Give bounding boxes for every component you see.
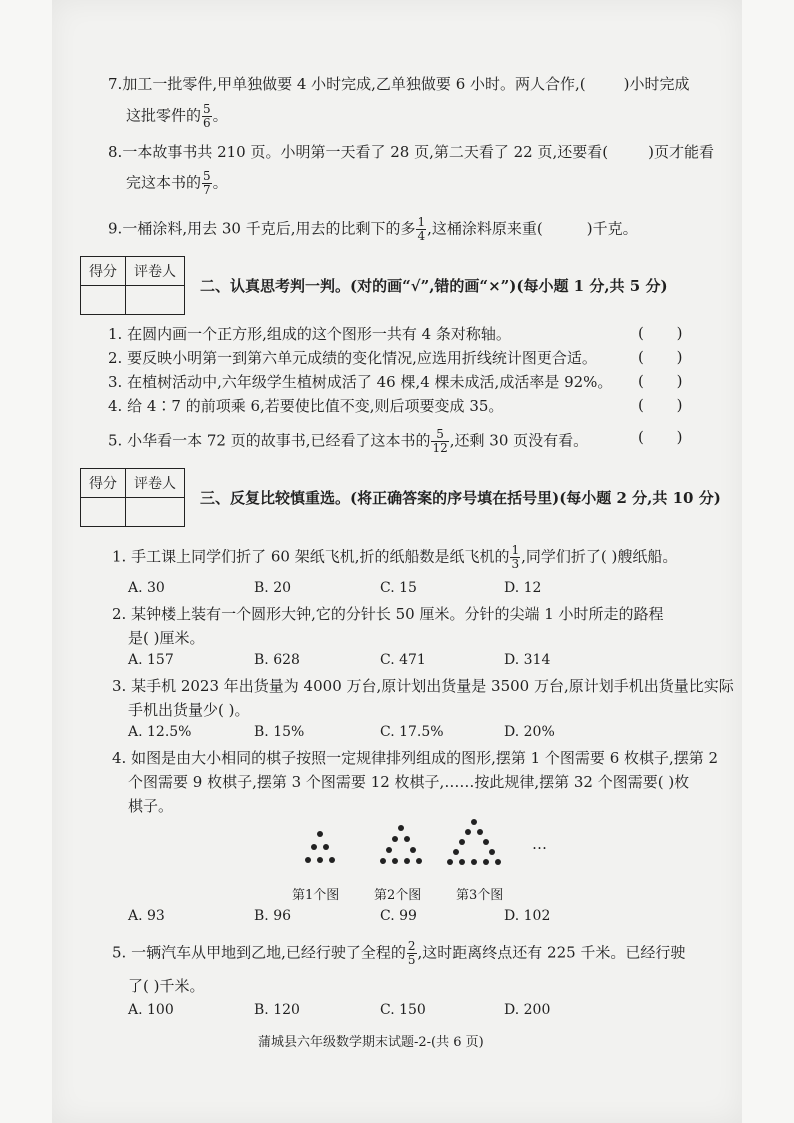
fraction-denominator: 12 (432, 441, 448, 455)
choice-question-4-line3: 棋子。 (128, 797, 174, 815)
chess-piece (311, 844, 317, 850)
chess-piece (317, 831, 323, 837)
pattern-figure-2 (380, 825, 422, 864)
judge-item-4: 4. 给 4∶7 的前项乘 6,若要使比值不变,则后项要变成 35。 (108, 397, 504, 415)
page-footer: 蒲城县六年级数学期末试题-2-(共 6 页) (258, 1035, 484, 1050)
question-text: 这批零件的 (126, 106, 202, 125)
chess-piece (416, 858, 422, 864)
fraction (202, 170, 212, 197)
grader-label: 评卷人 (126, 257, 185, 286)
chess-piece (392, 858, 398, 864)
question-number: 7. (108, 75, 123, 93)
figure-caption-2: 第2个图 (374, 888, 422, 903)
choice-question-1 (112, 544, 677, 571)
chess-piece (447, 859, 453, 865)
question-8-line2 (126, 170, 228, 197)
chess-piece (329, 857, 335, 863)
chess-piece (465, 829, 471, 835)
chess-piece (477, 829, 483, 835)
chess-pattern-figure (290, 814, 560, 884)
fraction-denominator: 3 (511, 557, 520, 571)
option-b[interactable]: B. 628 (254, 652, 300, 668)
fraction (510, 544, 520, 571)
question-text: 一桶涂料,用去 30 千克后,用去的比剩下的多 (122, 219, 416, 238)
fraction-numerator: 1 (417, 215, 426, 229)
question-text: 。 (212, 173, 228, 192)
question-7-line1 (108, 74, 690, 94)
chess-piece (398, 825, 404, 831)
option-b[interactable]: B. 120 (254, 1002, 300, 1018)
fraction-denominator: 7 (203, 183, 211, 197)
fraction (431, 428, 448, 455)
score-label: 得分 (81, 257, 126, 286)
chess-piece (404, 858, 410, 864)
option-d[interactable]: D. 102 (504, 908, 551, 924)
judge-item-3: 3. 在植树活动中,六年级学生植树成活了 46 棵,4 棵未成活,成活率是 92%。 (108, 373, 613, 391)
option-b[interactable]: B. 15% (254, 724, 305, 740)
choice-question-2-line1: 2. 某钟楼上装有一个圆形大钟,它的分针长 50 厘米。分针的尖端 1 小时所走的路程 (112, 605, 664, 623)
chess-piece (471, 819, 477, 825)
chess-piece (305, 857, 311, 863)
choice-question-4-line2: 个图需要 9 枚棋子,摆第 3 个图需要 12 枚棋子,……按此规律,摆第 32 个图需要( )枚 (128, 773, 690, 791)
option-c[interactable]: C. 99 (380, 908, 417, 924)
option-c[interactable]: C. 150 (380, 1002, 426, 1018)
pattern-ellipsis: … (532, 835, 547, 853)
judge-item-1: 1. 在圆内画一个正方形,组成的这个图形一共有 4 条对称轴。 (108, 325, 511, 343)
option-b[interactable]: B. 20 (254, 580, 292, 596)
figure-caption-1: 第1个图 (292, 888, 340, 903)
option-c[interactable]: C. 15 (380, 580, 417, 596)
question-text: 5. 一辆汽车从甲地到乙地,已经行驶了全程的 (112, 943, 406, 962)
choice-question-2-line2: 是( )厘米。 (128, 629, 205, 647)
option-a[interactable]: A. 30 (128, 580, 165, 596)
question-text: )千克。 (586, 219, 638, 238)
fraction-numerator: 5 (203, 102, 211, 116)
score-cell[interactable] (81, 286, 126, 315)
fraction (416, 216, 426, 243)
fraction-numerator: 5 (203, 169, 211, 183)
pattern-figure-3 (447, 819, 501, 865)
fraction-numerator: 1 (511, 543, 520, 557)
question-text: ,这桶涂料原来重( (427, 219, 543, 238)
option-b[interactable]: B. 96 (254, 908, 292, 924)
score-box (80, 468, 185, 527)
chess-piece (459, 839, 465, 845)
choice-question-3-line2: 手机出货量少( )。 (128, 701, 250, 719)
score-cell[interactable] (81, 498, 126, 527)
choice-question-3-line1: 3. 某手机 2023 年出货量为 4000 万台,原计划出货量是 3500 万台,原计划手机出货量比实际 (112, 677, 734, 695)
choice-question-5-line2: 了( )千米。 (128, 977, 205, 995)
question-text: )小时完成 (623, 75, 690, 93)
chess-piece (459, 859, 465, 865)
figure-caption-3: 第3个图 (456, 888, 504, 903)
judge-mark-2[interactable]: ( ) (638, 348, 697, 366)
option-a[interactable]: A. 12.5% (128, 724, 192, 740)
chess-piece (453, 849, 459, 855)
question-text: 完这本书的 (126, 173, 202, 192)
option-c[interactable]: C. 471 (380, 652, 426, 668)
chess-piece (495, 859, 501, 865)
question-text: 1. 手工课上同学们折了 60 架纸飞机,折的纸船数是纸飞机的 (112, 547, 510, 566)
grader-cell[interactable] (126, 498, 185, 527)
question-text: )页才能看 (648, 143, 714, 161)
chess-piece (386, 847, 392, 853)
option-d[interactable]: D. 200 (504, 1002, 551, 1018)
chess-piece (410, 847, 416, 853)
chess-piece (392, 836, 398, 842)
question-text: 5. 小华看一本 72 页的故事书,已经看了这本书的 (108, 431, 431, 450)
question-number: 9. (108, 219, 123, 238)
fraction-denominator: 5 (407, 953, 416, 967)
chess-piece (489, 849, 495, 855)
option-d[interactable]: D. 314 (504, 652, 551, 668)
score-label: 得分 (81, 469, 126, 498)
question-text: ,还剩 30 页没有看。 (449, 431, 589, 450)
option-c[interactable]: C. 17.5% (380, 724, 444, 740)
choice-question-4-line1: 4. 如图是由大小相同的棋子按照一定规律排列组成的图形,摆第 1 个图需要 6 枚棋子,摆第 2 (112, 749, 719, 767)
judge-mark-4[interactable]: ( ) (638, 396, 697, 414)
chess-piece (404, 836, 410, 842)
question-text: 一本故事书共 210 页。小明第一天看了 28 页,第二天看了 22 页,还要看( (122, 143, 609, 161)
chess-piece (380, 858, 386, 864)
judge-mark-1[interactable]: ( ) (638, 324, 697, 342)
fraction-denominator: 6 (203, 116, 211, 130)
chess-piece (483, 839, 489, 845)
chess-piece (323, 844, 329, 850)
option-a[interactable]: A. 157 (128, 652, 174, 668)
question-number: 8. (108, 143, 123, 161)
question-text: 。 (212, 106, 228, 125)
fraction (202, 103, 212, 130)
fraction-denominator: 4 (417, 229, 426, 243)
score-box (80, 256, 185, 315)
option-d[interactable]: D. 12 (504, 580, 542, 596)
question-8-line1 (108, 142, 714, 162)
question-text: 加工一批零件,甲单独做要 4 小时完成,乙单独做要 6 小时。两人合作,( (122, 75, 586, 93)
chess-piece (483, 859, 489, 865)
question-text: ,同学们折了( )艘纸船。 (521, 547, 678, 566)
judge-item-2: 2. 要反映小明第一到第六单元成绩的变化情况,应选用折线统计图更合适。 (108, 349, 597, 367)
judge-mark-5[interactable]: ( ) (638, 428, 697, 446)
fraction-numerator: 5 (431, 428, 448, 442)
question-text: ,这时距离终点还有 225 千米。已经行驶 (417, 943, 686, 962)
pattern-figure-1 (305, 831, 335, 863)
option-a[interactable]: A. 93 (128, 908, 165, 924)
section-2-title: 二、认真思考判一判。(对的画“√”,错的画“×”)(每小题 1 分,共 5 分) (200, 277, 668, 295)
judge-mark-3[interactable]: ( ) (638, 372, 697, 390)
question-9 (108, 216, 638, 243)
judge-item-5 (108, 428, 588, 455)
option-d[interactable]: D. 20% (504, 724, 555, 740)
fraction-numerator: 2 (407, 939, 416, 953)
grader-label: 评卷人 (126, 469, 185, 498)
chess-piece (471, 859, 477, 865)
option-a[interactable]: A. 100 (128, 1002, 174, 1018)
question-7-line2 (126, 103, 228, 130)
choice-question-5-line1 (112, 940, 685, 967)
section-3-title: 三、反复比较慎重选。(将正确答案的序号填在括号里)(每小题 2 分,共 10 分) (200, 489, 721, 507)
fraction (407, 940, 417, 967)
chess-piece (317, 857, 323, 863)
grader-cell[interactable] (126, 286, 185, 315)
